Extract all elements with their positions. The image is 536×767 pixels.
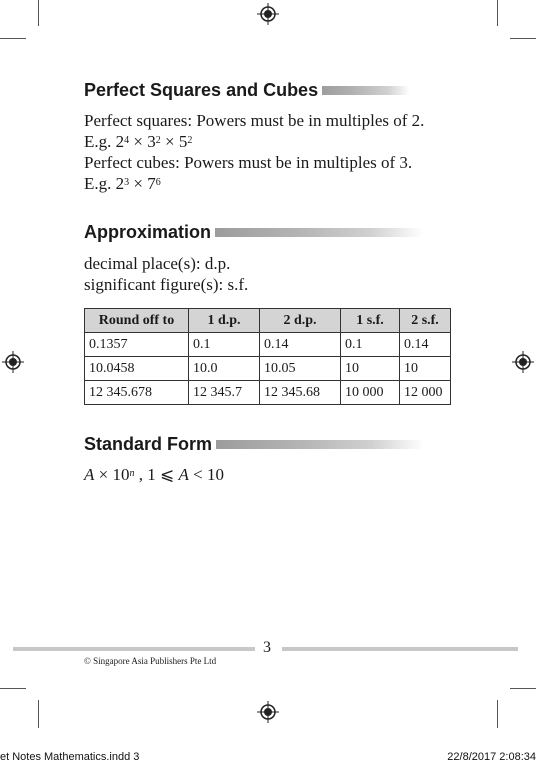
table-cell: 0.1 <box>341 333 400 357</box>
table-cell: 12 345.7 <box>189 381 260 405</box>
table-cell: 10.0458 <box>85 357 189 381</box>
table-cell: 10 <box>400 357 451 381</box>
table-cell: 12 000 <box>400 381 451 405</box>
heading-text: Perfect Squares and Cubes <box>84 80 322 101</box>
table-cell: 0.1 <box>189 333 260 357</box>
heading-text: Approximation <box>84 222 215 243</box>
table-cell: 10.0 <box>189 357 260 381</box>
crop-mark <box>38 700 39 728</box>
crop-mark <box>510 38 536 39</box>
heading-brush-stroke <box>213 228 423 237</box>
section-heading <box>84 219 444 245</box>
formula-line: $A \times 10^n$ , 1 ⩽ A < 10 <box>84 465 224 484</box>
heading-brush-stroke <box>320 86 410 95</box>
print-slug-file: et Notes Mathematics.indd 3 <box>0 751 140 763</box>
table-cell: 0.14 <box>260 333 341 357</box>
crop-mark <box>0 38 26 39</box>
crop-mark <box>38 0 39 26</box>
footer-rule <box>282 647 518 651</box>
table-cell: 10.05 <box>260 357 341 381</box>
crop-mark <box>497 0 498 26</box>
print-slug-datetime: 22/8/2017 2:08:34 <box>447 751 536 763</box>
crop-mark <box>0 688 26 689</box>
table-cell: 10 <box>341 357 400 381</box>
copyright-text: © Singapore Asia Publishers Pte Ltd <box>84 656 217 666</box>
table-cell: 12 345.68 <box>260 381 341 405</box>
table-cell: 10 000 <box>341 381 400 405</box>
text-line: significant figure(s): s.f. <box>84 275 249 294</box>
table-header-cell: 1 d.p. <box>189 309 260 333</box>
text-line: Perfect squares: Powers must be in multiples of 2. <box>84 111 425 130</box>
table-row <box>85 357 451 381</box>
table-header-cell: 2 d.p. <box>260 309 341 333</box>
crop-mark <box>497 700 498 728</box>
table-header-cell: 1 s.f. <box>341 309 400 333</box>
page-number: 3 <box>263 639 271 656</box>
registration-mark-icon <box>2 351 24 373</box>
example-line: E.g. $2^3 \times 7^6$ <box>84 174 161 193</box>
table-cell: 0.14 <box>400 333 451 357</box>
registration-mark-icon <box>257 701 279 723</box>
registration-mark-icon <box>512 351 534 373</box>
crop-mark <box>510 688 536 689</box>
footer-rule <box>13 647 255 651</box>
table-row <box>85 333 451 357</box>
text-line: Perfect cubes: Powers must be in multiples of 3. <box>84 153 413 172</box>
table-cell: 0.1357 <box>85 333 189 357</box>
heading-text: Standard Form <box>84 434 216 455</box>
section-heading <box>84 431 444 457</box>
example-line: E.g. $2^4 \times 3^2 \times 5^2$ <box>84 132 193 151</box>
table-cell: 12 345.678 <box>85 381 189 405</box>
heading-brush-stroke <box>214 440 424 449</box>
table-row <box>85 381 451 405</box>
registration-mark-icon <box>257 3 279 25</box>
table-header-cell: Round off to <box>85 309 189 333</box>
rounding-table <box>84 308 451 405</box>
table-header-cell: 2 s.f. <box>400 309 451 333</box>
section-heading <box>84 77 444 103</box>
table-header-row <box>85 309 451 333</box>
text-line: decimal place(s): d.p. <box>84 254 231 273</box>
